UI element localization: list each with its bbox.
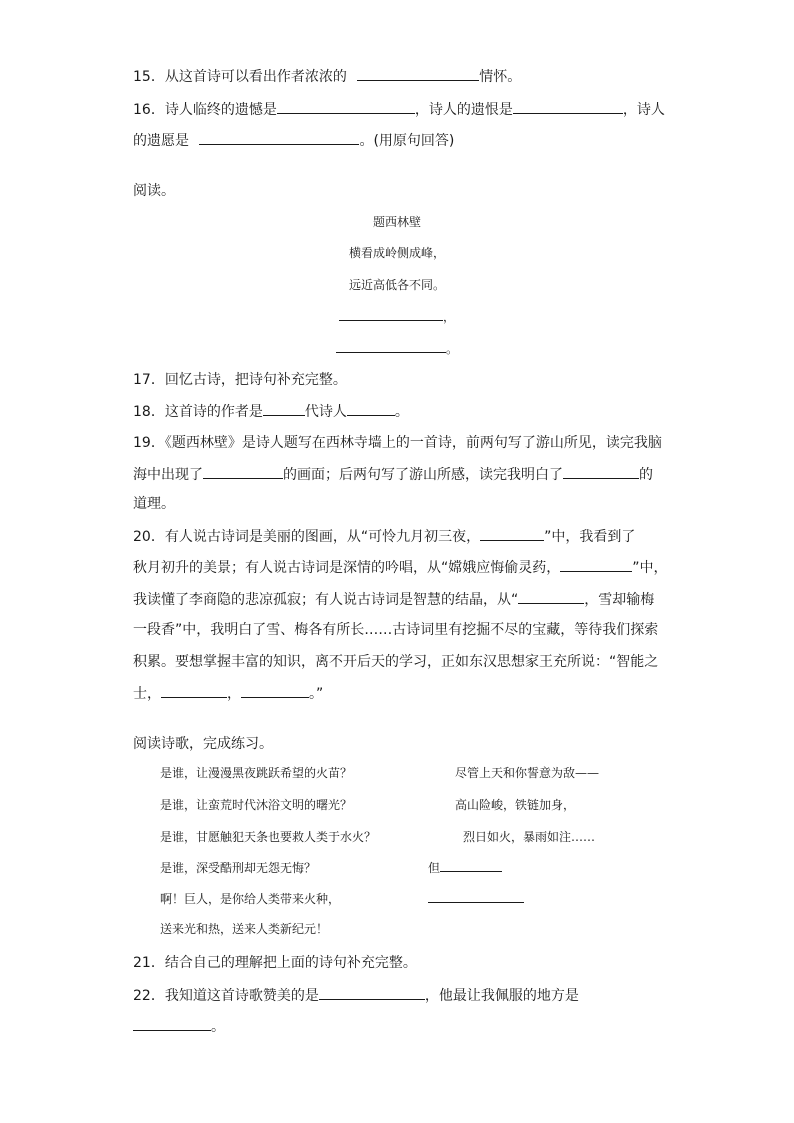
answer-blank[interactable] [428,890,524,903]
question-text: ，诗人 [622,102,665,118]
answer-blank[interactable] [203,464,283,479]
question-text: ”中， [632,560,668,576]
ode-right-line-3: 烈日如火，暴雨如注…… [463,830,596,844]
question-text: ，他最让我佩服的地方是 [424,988,579,1004]
question-text-tail: 情怀。 [479,69,522,85]
question-text: 的 [639,467,653,483]
question-15 [133,66,521,87]
answer-blank[interactable] [199,130,359,145]
question-number: 20． [133,529,165,545]
section-label-2 [133,734,273,754]
question-text: 一段香”中，我明白了雪、梅各有所长……古诗词里有挖掘不尽的宝藏，等待我们探索 [133,622,659,638]
question-text: 道理。 [133,496,175,512]
question-17 [133,370,347,390]
poem-line-3 [0,308,794,326]
ode-left-line-5: 啊！巨人，是你给人类带来火种， [160,892,341,906]
poem-punct: ， [442,310,455,324]
question-text: 士， [133,686,161,702]
question-20-cont5 [133,683,323,704]
question-text: 这首诗的作者是 [164,404,263,420]
question-22-cont [133,1016,225,1037]
section-label [133,181,175,201]
ode-left-line-2: 是谁，让蛮荒时代沐浴文明的曙光？ [160,798,353,812]
answer-blank[interactable] [560,557,632,572]
poem-line-1: 横看成岭侧成峰， [348,246,445,260]
question-text: 。(用原句回答) [359,133,455,149]
question-21 [133,953,417,973]
question-20 [133,526,635,547]
question-text: 《题西林壁》是诗人题写在西林寺墙上的一首诗，前两句写了游山所见，读完我脑 [164,435,662,451]
question-text: ， [227,686,241,702]
question-text: 诗人临终的遗憾是 [164,102,277,118]
answer-blank[interactable] [563,464,639,479]
question-number: 18． [133,404,165,420]
question-text: 回忆古诗，把诗句补充完整。 [164,372,347,388]
answer-blank[interactable] [319,985,425,1000]
ode-right-line-4 [428,859,502,877]
question-number: 15． [133,69,165,85]
question-20-cont [133,557,668,578]
question-text: 。 [394,404,409,420]
ode-right-line-1: 尽管上天和你誓意为敌—— [455,766,600,780]
answer-blank[interactable] [241,683,309,698]
question-text: 秋月初升的美景；有人说古诗词是深情的吟唱，从“嫦娥应悔偷灵药， [133,560,561,576]
question-text: 。” [309,686,324,702]
question-19-cont2 [133,494,175,514]
ode-text: 但 [428,861,441,875]
answer-blank[interactable] [518,589,584,604]
poem-title: 题西林壁 [372,215,421,229]
question-22 [133,985,579,1006]
ode-left-line-3: 是谁，甘愿触犯天条也要救人类于水火？ [160,830,377,844]
question-text: 有人说古诗词是美丽的图画，从“可怜九月初三夜， [164,529,481,545]
question-text: ，雪却输梅 [584,592,655,608]
question-number: 16． [133,102,165,118]
ode-left-line-6: 送来光和热，送来人类新纪元！ [160,922,329,936]
poem-punct: 。 [445,342,458,356]
question-20-cont4 [133,652,658,672]
question-text: 的画面；后两句写了游山所感，读完我明白了 [283,467,563,483]
question-text: ，诗人的遗恨是 [414,102,513,118]
answer-blank[interactable] [347,401,395,416]
section-label-text: 阅读。 [133,183,175,199]
answer-blank[interactable] [480,526,544,541]
question-number: 19． [133,435,165,451]
question-16 [133,99,665,120]
poem-line-2: 远近高低各不同。 [348,278,445,292]
question-text: 海中出现了 [133,467,203,483]
answer-blank[interactable] [357,66,479,81]
question-text: 结合自己的理解把上面的诗句补充完整。 [164,955,417,971]
question-text: 积累。要想掌握丰富的知识，离不开后天的学习，正如东汉思想家王充所说：“智能之 [133,654,659,670]
answer-blank[interactable] [277,99,415,114]
answer-blank[interactable] [336,340,446,353]
question-text: 从这首诗可以看出作者浓浓的 [164,69,347,85]
question-number: 22． [133,988,165,1004]
poem-line-4 [0,340,794,358]
ode-left-line-4: 是谁，深受酷刑却无怨无悔？ [160,861,317,875]
question-text: ”中，我看到了 [544,529,636,545]
question-19-cont [133,464,653,485]
question-20-cont2 [133,589,654,610]
ode-right-line-5 [428,890,524,908]
answer-blank[interactable] [161,683,227,698]
answer-blank[interactable] [513,99,623,114]
question-text: 我读懂了李商隐的悲凉孤寂；有人说古诗词是智慧的结晶，从“ [133,592,519,608]
question-20-cont3 [133,620,658,640]
question-number: 17． [133,372,165,388]
ode-left-line-1: 是谁，让漫漫黑夜跳跃希望的火苗？ [160,766,353,780]
question-16-cont [133,130,454,151]
ode-right-line-2: 高山险峻，铁链加身， [455,798,576,812]
question-number: 21． [133,955,165,971]
answer-blank[interactable] [440,859,502,872]
section-label-text: 阅读诗歌，完成练习。 [133,736,273,752]
answer-blank[interactable] [339,308,443,321]
question-text: 。 [211,1019,225,1035]
question-19 [133,433,662,453]
question-text: 的遗愿是 [133,133,189,149]
answer-blank[interactable] [133,1016,211,1031]
answer-blank[interactable] [263,401,305,416]
question-text: 我知道这首诗歌赞美的是 [164,988,319,1004]
question-18 [133,401,409,422]
question-text: 代诗人 [304,404,347,420]
